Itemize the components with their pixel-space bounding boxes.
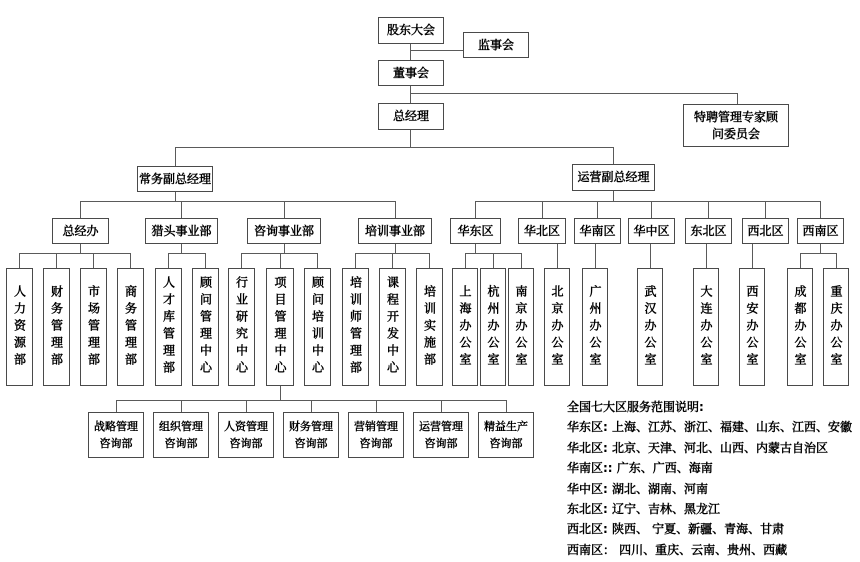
connector-line: [521, 253, 522, 268]
connector-line: [280, 253, 281, 268]
connector-line: [475, 201, 820, 202]
connector-line: [168, 253, 169, 268]
node-project-mgmt-center-label: 项目管理中心: [273, 276, 287, 378]
node-consultant-training-center: [304, 268, 331, 386]
node-region-north-china: 华北区: [518, 218, 566, 244]
node-office-hangzhou: [480, 268, 506, 386]
node-office-xian: [739, 268, 765, 386]
connector-line: [410, 93, 737, 94]
node-course-dev-center-label: 课程开发中心: [385, 276, 400, 378]
legend-line-southwest: 西南区： 四川、重庆、云南、贵州、西藏: [567, 542, 788, 557]
node-office-shanghai-label: 上海办公室: [458, 284, 472, 370]
connector-line: [284, 244, 285, 253]
node-hr-dept-label: 人力资源部: [12, 284, 27, 370]
connector-line: [181, 400, 182, 412]
connector-line: [311, 400, 312, 412]
connector-line: [80, 201, 395, 202]
connector-line: [175, 147, 176, 166]
connector-line: [475, 201, 476, 218]
node-course-dev-center: [379, 268, 406, 386]
connector-line: [410, 44, 411, 60]
legend-line-north-china: 华北区: 北京、天津、河北、山西、内蒙古自治区: [567, 440, 828, 455]
node-operations-deputy-gm: 运营副总经理: [572, 164, 655, 191]
node-operations-consulting-dept: 运营管理咨询部: [413, 412, 469, 458]
connector-line: [410, 130, 411, 147]
node-office-chongqing: [823, 268, 849, 386]
connector-line: [80, 244, 81, 253]
legend-line-northeast: 东北区: 辽宁、吉林、黑龙江: [567, 502, 720, 517]
node-region-central-china: 华中区: [628, 218, 675, 244]
node-marketing-dept-label: 市场管理部: [86, 284, 101, 370]
connector-line: [557, 244, 558, 268]
node-finance-dept: [43, 268, 70, 386]
node-marketing-dept: [80, 268, 107, 386]
connector-line: [595, 244, 596, 268]
node-office-guangzhou-label: 广州办公室: [588, 284, 602, 370]
connector-line: [706, 244, 707, 268]
connector-line: [597, 201, 598, 218]
connector-line: [820, 244, 821, 253]
node-office-beijing-label: 北京办公室: [550, 284, 564, 370]
node-strategy-consulting-dept: 战略管理咨询部: [88, 412, 144, 458]
node-industry-research-center-label: 行业研究中心: [234, 276, 249, 378]
connector-line: [181, 244, 182, 253]
node-region-south-china: 华南区: [574, 218, 621, 244]
legend-line-central-china: 华中区: 湖北、湖南、河南: [567, 481, 708, 496]
node-consulting-division: 咨询事业部: [247, 218, 321, 244]
node-executive-deputy-gm: 常务副总经理: [137, 166, 213, 192]
connector-line: [410, 86, 411, 103]
node-talent-pool-dept: [155, 268, 182, 386]
connector-line: [241, 253, 242, 268]
connector-line: [56, 253, 57, 268]
connector-line: [395, 244, 396, 253]
connector-line: [506, 400, 507, 412]
node-general-manager: 总经理: [378, 103, 444, 130]
connector-line: [410, 50, 463, 51]
connector-line: [800, 253, 836, 254]
connector-line: [80, 201, 81, 218]
connector-line: [650, 244, 651, 268]
node-office-dalian-label: 大连办公室: [699, 284, 713, 370]
connector-line: [752, 244, 753, 268]
node-talent-pool-dept-label: 人才库管理部: [161, 276, 176, 378]
node-region-east-china: 华东区: [450, 218, 501, 244]
node-office-hangzhou-label: 杭州办公室: [486, 284, 500, 370]
connector-line: [175, 192, 176, 201]
node-region-southwest: 西南区: [797, 218, 844, 244]
node-office-shanghai: [452, 268, 478, 386]
connector-line: [116, 400, 117, 412]
node-office-guangzhou: [582, 268, 608, 386]
legend-line-east-china: 华东区: 上海、江苏、浙江、福建、山东、江西、安徽: [567, 420, 852, 435]
node-finance-dept-label: 财务管理部: [49, 284, 64, 370]
connector-line: [820, 201, 821, 218]
connector-line: [651, 201, 652, 218]
connector-line: [708, 201, 709, 218]
connector-line: [395, 201, 396, 218]
node-expert-advisory-committee: 特聘管理专家顾问委员会: [683, 104, 789, 147]
connector-line: [130, 253, 131, 268]
node-consultant-mgmt-center-label: 顾问管理中心: [198, 276, 213, 378]
connector-line: [168, 253, 205, 254]
connector-line: [181, 201, 182, 218]
connector-line: [19, 253, 20, 268]
node-office-wuhan-label: 武汉办公室: [643, 284, 657, 370]
node-board-of-directors: 董事会: [378, 60, 444, 86]
node-project-mgmt-center: [266, 268, 294, 386]
legend-region-coverage: [567, 397, 852, 560]
connector-line: [355, 253, 356, 268]
node-office-wuhan: [637, 268, 663, 386]
node-business-dept: [117, 268, 144, 386]
node-trainer-mgmt-dept: [342, 268, 369, 386]
legend-title: 全国七大区服务范围说明:: [567, 400, 704, 414]
node-headhunting-division: 猎头事业部: [145, 218, 218, 244]
node-training-implementation-dept-label: 培训实施部: [422, 284, 437, 370]
node-marketing-consulting-dept: 营销管理咨询部: [348, 412, 404, 458]
connector-line: [429, 253, 430, 268]
connector-line: [205, 253, 206, 268]
connector-line: [542, 201, 543, 218]
connector-line: [836, 253, 837, 268]
connector-line: [465, 253, 466, 268]
node-office-beijing: [544, 268, 570, 386]
node-lean-production-consulting-dept: 精益生产咨询部: [478, 412, 534, 458]
node-office-dalian: [693, 268, 719, 386]
connector-line: [246, 400, 247, 412]
node-consultant-mgmt-center: [192, 268, 219, 386]
connector-line: [93, 253, 94, 268]
node-region-northwest: 西北区: [742, 218, 789, 244]
connector-line: [175, 147, 613, 148]
connector-line: [280, 386, 281, 400]
node-shareholders-meeting: 股东大会: [378, 17, 444, 44]
connector-line: [737, 93, 738, 104]
connector-line: [376, 400, 377, 412]
node-training-division: 培训事业部: [358, 218, 432, 244]
node-office-nanjing: [508, 268, 534, 386]
node-industry-research-center: [228, 268, 255, 386]
node-consultant-training-center-label: 顾问培训中心: [310, 276, 325, 378]
connector-line: [19, 253, 130, 254]
node-supervisory-board: 监事会: [463, 32, 529, 58]
connector-line: [765, 201, 766, 218]
node-training-implementation-dept: [416, 268, 443, 386]
node-hr-dept: [6, 268, 33, 386]
node-office-chengdu-label: 成都办公室: [793, 284, 807, 370]
connector-line: [441, 400, 442, 412]
legend-line-south-china: 华南区:: 广东、广西、海南: [567, 461, 713, 476]
connector-line: [241, 253, 317, 254]
node-office-nanjing-label: 南京办公室: [514, 284, 528, 370]
node-finance-consulting-dept: 财务管理咨询部: [283, 412, 339, 458]
node-region-northeast: 东北区: [685, 218, 732, 244]
node-office-chongqing-label: 重庆办公室: [829, 284, 843, 370]
connector-line: [392, 253, 393, 268]
node-office-xian-label: 西安办公室: [745, 284, 759, 370]
connector-line: [475, 244, 476, 253]
legend-line-northwest: 西北区: 陕西、 宁夏、新疆、青海、甘肃: [567, 522, 785, 537]
connector-line: [800, 253, 801, 268]
connector-line: [317, 253, 318, 268]
node-business-dept-label: 商务管理部: [123, 284, 138, 370]
node-office-chengdu: [787, 268, 813, 386]
node-org-consulting-dept: 组织管理咨询部: [153, 412, 209, 458]
connector-line: [613, 191, 614, 201]
connector-line: [493, 253, 494, 268]
node-gm-office: 总经办: [52, 218, 109, 244]
node-trainer-mgmt-dept-label: 培训师管理部: [348, 276, 363, 378]
node-hr-consulting-dept: 人资管理咨询部: [218, 412, 274, 458]
connector-line: [284, 201, 285, 218]
connector-line: [613, 147, 614, 164]
